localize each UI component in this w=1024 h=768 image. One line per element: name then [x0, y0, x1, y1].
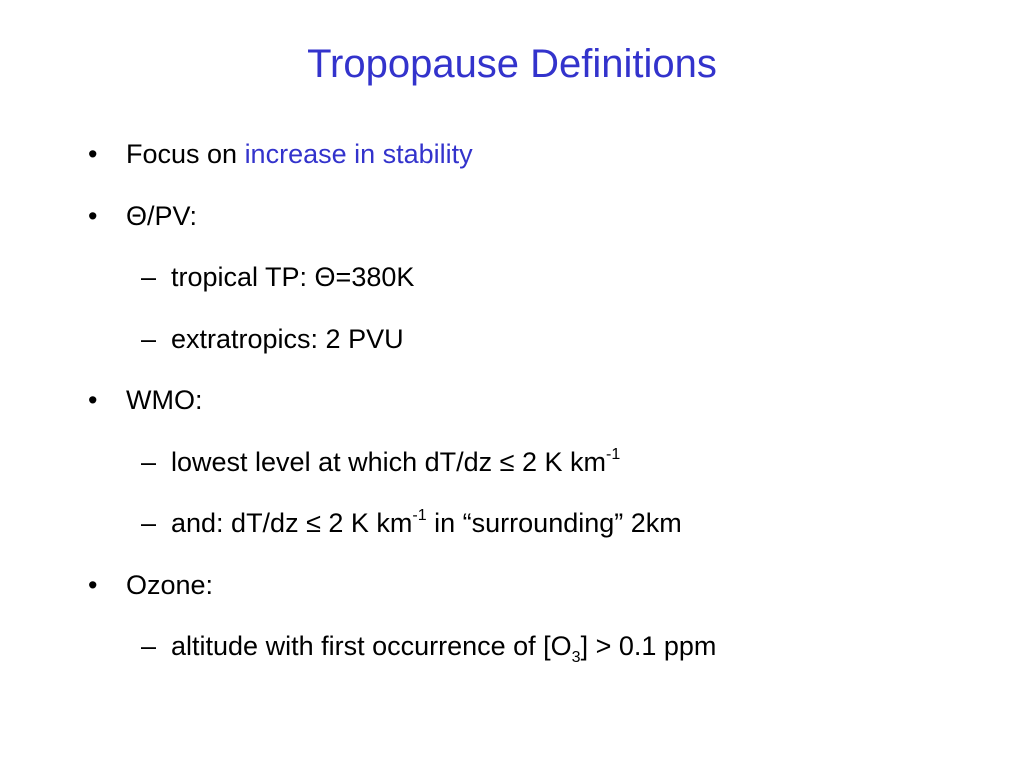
subbullet-text: lowest level at which dT/dz ≤ 2 K km: [171, 447, 606, 477]
superscript: -1: [605, 446, 621, 463]
sub-marker: –: [141, 262, 157, 292]
subbullet-surrounding: [141, 506, 682, 540]
bullet-marker: •: [88, 385, 98, 415]
subbullet-text: and: dT/dz ≤ 2 K km: [171, 508, 413, 538]
subbullet-text: altitude with first occurrence of [O: [171, 631, 572, 661]
sub-marker: –: [141, 508, 157, 538]
subbullet-text: extratropics: 2 PVU: [171, 324, 404, 354]
bullet-accent-text: increase in stability: [244, 139, 473, 169]
subbullet-extratropics: [141, 322, 404, 356]
subbullet-text-after: ] > 0.1 ppm: [580, 631, 717, 661]
sub-marker: –: [141, 324, 157, 354]
bullet-marker: •: [88, 201, 98, 231]
subbullet-lowest-level: [141, 445, 621, 479]
sub-marker: –: [141, 631, 157, 661]
bullet-theta-pv: [88, 199, 198, 233]
bullet-text: WMO:: [126, 385, 203, 415]
bullet-marker: •: [88, 139, 98, 169]
bullet-text: Focus on: [126, 139, 245, 169]
subbullet-text-after: in “surrounding” 2km: [426, 508, 682, 538]
superscript: -1: [412, 507, 427, 524]
subscript: 3: [571, 649, 581, 666]
subbullet-tropical-tp: [141, 260, 415, 294]
slide-title: Tropopause Definitions: [307, 42, 717, 86]
bullet-text: Ozone:: [126, 570, 214, 600]
sub-marker: –: [141, 447, 157, 477]
bullet-text: Θ/PV:: [126, 201, 198, 231]
bullet-ozone: [88, 568, 214, 602]
bullet-focus: [88, 137, 473, 171]
subbullet-ozone-altitude: [141, 629, 717, 666]
subbullet-text: tropical TP: Θ=380K: [171, 262, 415, 292]
bullet-wmo: [88, 383, 203, 417]
bullet-marker: •: [88, 570, 98, 600]
